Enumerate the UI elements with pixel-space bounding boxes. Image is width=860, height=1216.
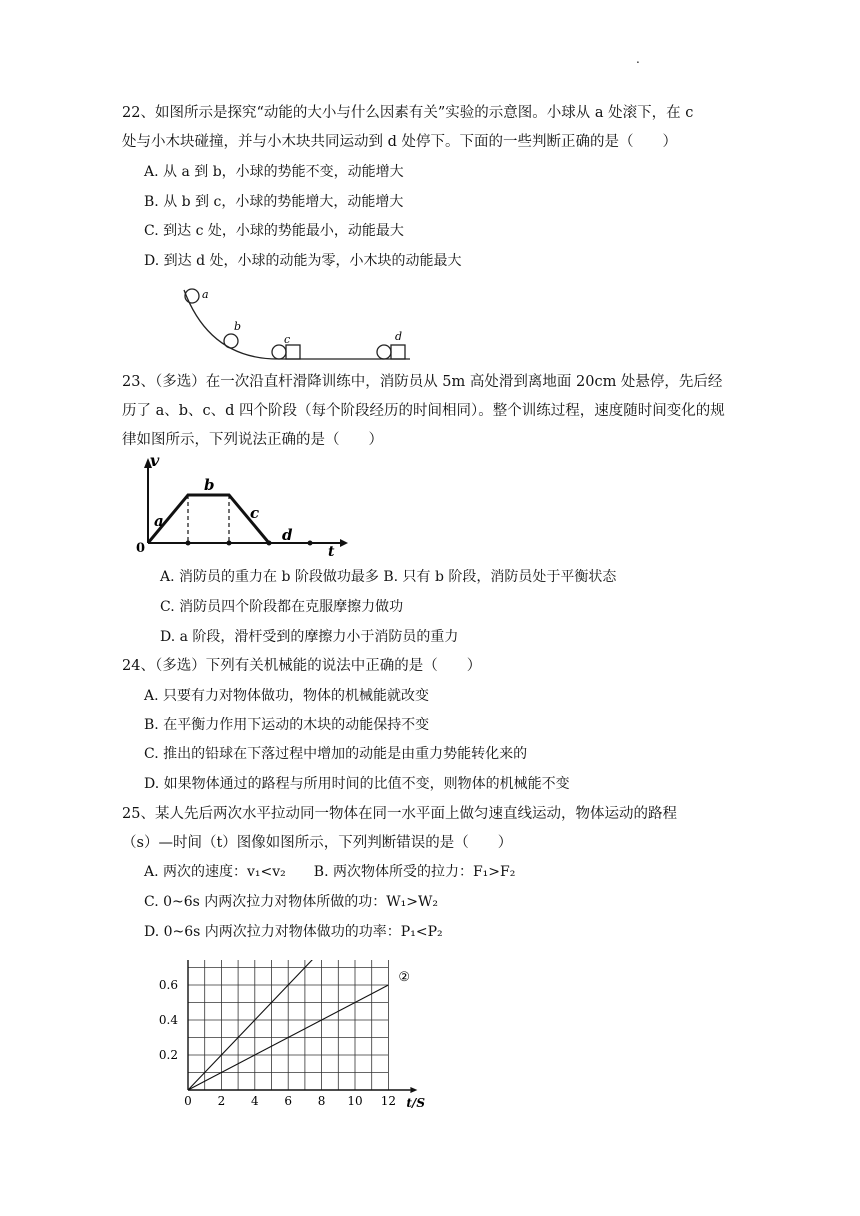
q24-option-b: B. 在平衡力作用下运动的木块的动能保持不变 xyxy=(144,717,430,733)
q24-option-a: A. 只要有力对物体做功，物体的机械能就改变 xyxy=(144,688,430,704)
t-axis-label: t xyxy=(328,544,335,560)
tick-dot-4 xyxy=(308,541,313,546)
q25-option-ab: A. 两次的速度：v₁<v₂ B. 两次物体所受的拉力：F₁>F₂ xyxy=(144,864,516,880)
distance-time-chart xyxy=(130,960,440,1110)
x-tick-label: 12 xyxy=(380,1094,397,1108)
tick-dot-3 xyxy=(267,541,272,546)
ball-b xyxy=(224,334,238,348)
series-label-2: ② xyxy=(398,970,411,985)
ball-d xyxy=(377,345,391,359)
x-axis-label: t/S xyxy=(406,1096,425,1110)
y-tick-label: 0.6 xyxy=(158,978,178,992)
segment-b-label: b xyxy=(204,476,215,494)
x-tick-label: 6 xyxy=(284,1094,293,1108)
tick-dot-2 xyxy=(227,541,232,546)
q22-option-c: C. 到达 c 处，小球的势能最小，动能最大 xyxy=(144,223,404,239)
ball-a xyxy=(185,289,199,303)
label-a: a xyxy=(202,288,209,301)
q23-stem-line2: 历了 a、b、c、d 四个阶段（每个阶段经历的时间相同）。整个训练过程，速度随时间变化的规 xyxy=(122,403,725,419)
segment-a-label: a xyxy=(154,512,164,530)
t-axis-arrow xyxy=(340,539,348,547)
origin-label: 0 xyxy=(136,541,146,556)
y-tick-label: 0.4 xyxy=(158,1013,178,1027)
label-d: d xyxy=(395,330,403,343)
label-b: b xyxy=(234,320,242,333)
q23-option-c: C. 消防员四个阶段都在克服摩擦力做功 xyxy=(160,599,404,615)
ramp-figure xyxy=(170,282,420,367)
q23-stem-line3: 律如图所示，下列说法正确的是（ ） xyxy=(122,432,383,448)
y-tick-label: 0.2 xyxy=(158,1048,178,1062)
x-tick-label: 0 xyxy=(184,1094,192,1108)
x-tick-label: 2 xyxy=(217,1094,226,1108)
block-c xyxy=(286,345,300,359)
q24-stem: 24、（多选）下列有关机械能的说法中正确的是（ ） xyxy=(122,658,482,674)
segment-c-label: c xyxy=(250,504,260,522)
chart-grid xyxy=(188,960,388,1090)
q22-option-d: D. 到达 d 处，小球的动能为零，小木块的动能最大 xyxy=(144,253,462,269)
q25-stem-line1: 25、某人先后两次水平拉动同一物体在同一水平面上做匀速直线运动，物体运动的路程 xyxy=(122,806,677,822)
q22-option-a: A. 从 a 到 b，小球的势能不变，动能增大 xyxy=(144,164,404,180)
q23-option-ab: A. 消防员的重力在 b 阶段做功最多 B. 只有 b 阶段，消防员处于平衡状态 xyxy=(160,569,617,585)
tick-dot-1 xyxy=(186,541,191,546)
q25-option-d: D. 0~6s 内两次拉力对物体做功的功率：P₁<P₂ xyxy=(144,924,443,940)
q22-option-b: B. 从 b 到 c，小球的势能增大，动能增大 xyxy=(144,194,404,210)
x-axis-arrow xyxy=(410,1087,417,1093)
segment-d-label: d xyxy=(282,526,293,544)
v-axis-label: v xyxy=(150,452,160,470)
ball-c xyxy=(272,345,286,359)
q23-option-d: D. a 阶段，滑杆受到的摩擦力小于消防员的重力 xyxy=(160,629,459,645)
q22-stem-line1: 22、如图所示是探究“动能的大小与什么因素有关”实验的示意图。小球从 a 处滚下，在 c xyxy=(122,105,694,121)
q22-stem-line2: 处与小木块碰撞，并与小木块共同运动到 d 处停下。下面的一些判断正确的是（ ） xyxy=(122,134,677,150)
velocity-time-graph xyxy=(128,452,350,562)
x-tick-label: 8 xyxy=(317,1094,326,1108)
x-tick-label: 10 xyxy=(347,1094,363,1108)
q25-option-c: C. 0~6s 内两次拉力对物体所做的功：W₁>W₂ xyxy=(144,894,439,910)
q24-option-c: C. 推出的铅球在下落过程中增加的动能是由重力势能转化来的 xyxy=(144,746,528,762)
x-tick-label: 4 xyxy=(250,1094,259,1108)
block-d xyxy=(391,345,405,359)
header-mark: . xyxy=(636,52,640,66)
ramp-track xyxy=(184,290,410,359)
label-c: c xyxy=(284,333,291,346)
q25-stem-line2: （s）—时间（t）图像如图所示，下列判断错误的是（ ） xyxy=(122,835,513,851)
q23-stem-line1: 23、（多选）在一次沿直杆滑降训练中，消防员从 5m 高处滑到离地面 20cm 处悬停，先后经 xyxy=(122,374,723,390)
q24-option-d: D. 如果物体通过的路程与所用时间的比值不变，则物体的机械能不变 xyxy=(144,776,570,792)
